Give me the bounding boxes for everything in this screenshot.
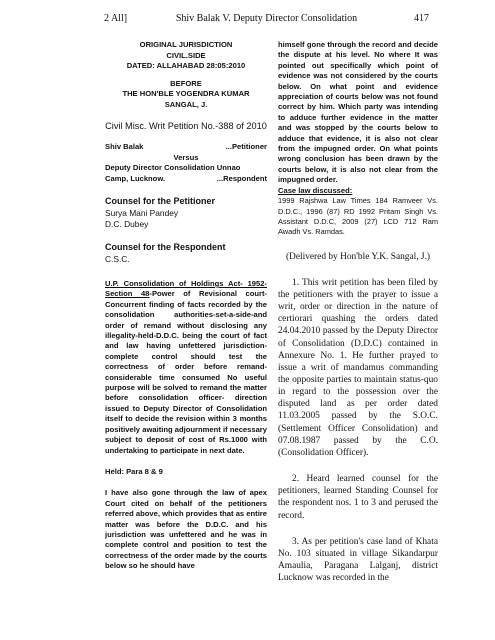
headnote: [105, 279, 267, 456]
paragraph-2: 2. Heard learned counsel for the petitioners, learned Standing Counsel for the respondent nos. 1 to 3 and perused the record.: [278, 474, 438, 521]
counsel-petitioner-2: D.C. Dubey: [105, 219, 149, 229]
held-text: I have also gone through the law of apex Court cited on behalf of the petitioners referred above, which provides that as entire matter was before the D.D.C. and his jurisdiction was unfettered and he was in complete control and position to test the correctness of the order made by the courts below so he should have: [105, 488, 267, 571]
delivered-by: (Delivered by Hon'ble Y.K. Sangal, J.): [285, 251, 431, 262]
paragraph-3: 3. As per petition's case land of Khata No. 103 situated in village Sikandarpur Amaulia, Paragana Lalganj, district Lucknow was recorded in the: [278, 536, 438, 584]
case-law-list: 1999 Rajshwa Law Times 184 Ramveer Vs. D.D.C., 1996 (87) RD 1992 Pritam Singh Vs. Assistant D.D.C, 2009 (27) LCD 712 Ram Awadh Vs. Ramdas.: [278, 196, 438, 237]
case-law-heading: Case law discussed:: [278, 185, 353, 195]
right-column: [278, 40, 438, 584]
jurisdiction-label: ORIGINAL JURISDICTION: [139, 40, 233, 49]
counsel-respondent-heading: Counsel for the Respondent: [105, 242, 226, 252]
judge-name: THE HON'BLE YOGENDRA KUMAR: [122, 89, 250, 98]
header-case-title: Shiv Balak V. Deputy Director Consolidation: [175, 13, 358, 24]
petitioner-role: ...Petitioner: [225, 142, 267, 151]
petitioner-name: Shiv Balak: [105, 142, 144, 151]
counsel-respondent-1: C.S.C.: [105, 254, 130, 264]
date-label: DATED: ALLAHABAD 28:05:2010: [126, 61, 246, 70]
counsel-petitioner-heading: Counsel for the Petitioner: [105, 196, 216, 206]
page-number: 417: [414, 13, 429, 24]
held-label: Held: Para 8 & 9: [105, 466, 163, 476]
counsel-petitioner-1: Surya Mani Pandey: [105, 208, 179, 218]
judge-name-cont: SANGAL, J.: [164, 99, 208, 109]
left-column: [105, 40, 267, 572]
headnote-body: -Power of Revisional court- Concurrent finding of facts recorded by the consolidation authorities-set-a-side-and order of remand without disclosing any illegality-held-D.D.C. being the court of fact and law having unfettered jurisdiction-complete control should test the correctness of order before remand- considerable time consumed No useful purpose will be solved to remand the matter before consolidation officer- direction issued to Deputy Director of Consolidation itself to decide the revision within 3 months positively awaiting adjournment if necessary subject to deposit of cost of Rs.1000 with undertaking to participate in next date.: [105, 289, 268, 455]
running-header: [104, 13, 429, 27]
before-label: BEFORE: [170, 78, 202, 88]
paragraph-1: 1. This writ petition has been filed by the petitioners with the prayer to issue a writ, order or direction in the nature of certiorari quashing the orders dated 24.04.2010 passed by the Deputy Director of Consolidation (D.D.C) contained in Annexure No. 1. He further prayed to issue a writ of mandamus commanding the opposite parties to maintain status-quo in regard to the possession over the disputed land as per order dated 11.03.2005 passed by the S.O.C. (Settlement Officer Consolidation) and 07.08.1987 passed by the C.O. (Consolidation Officer).: [278, 277, 438, 458]
parties-block: [105, 142, 267, 184]
held-text-continued: himself gone through the record and decide the dispute at his level. No where It was pointed out specifically which point of evidence was not considered by the courts below. On what point and evidence appreciation of courts below was not found correct by him. Which party was intending to adduce further evidence in the matter and was stopped by the courts below to adduce that evidence, it is also not clear from the impugned order. On what points wrong conclusion has been drawn by the courts below, it is also not clear from the impugned order.: [278, 40, 438, 185]
petition-number: Civil Misc. Writ Petition No.-388 of 2010: [105, 121, 267, 131]
header-volume: 2 All]: [104, 13, 128, 24]
respondent-role: ...Respondent: [216, 173, 267, 183]
side-label: CIVIL.SIDE: [166, 50, 206, 60]
headnote-act: U.P. Consolidation of Holdings Act- 1952- Section 48: [105, 279, 267, 299]
respondent-name: Deputy Director Consolidation Unnao: [105, 163, 241, 172]
respondent-location: Camp, Lucknow.: [105, 173, 166, 183]
versus-label: Versus: [173, 152, 199, 162]
